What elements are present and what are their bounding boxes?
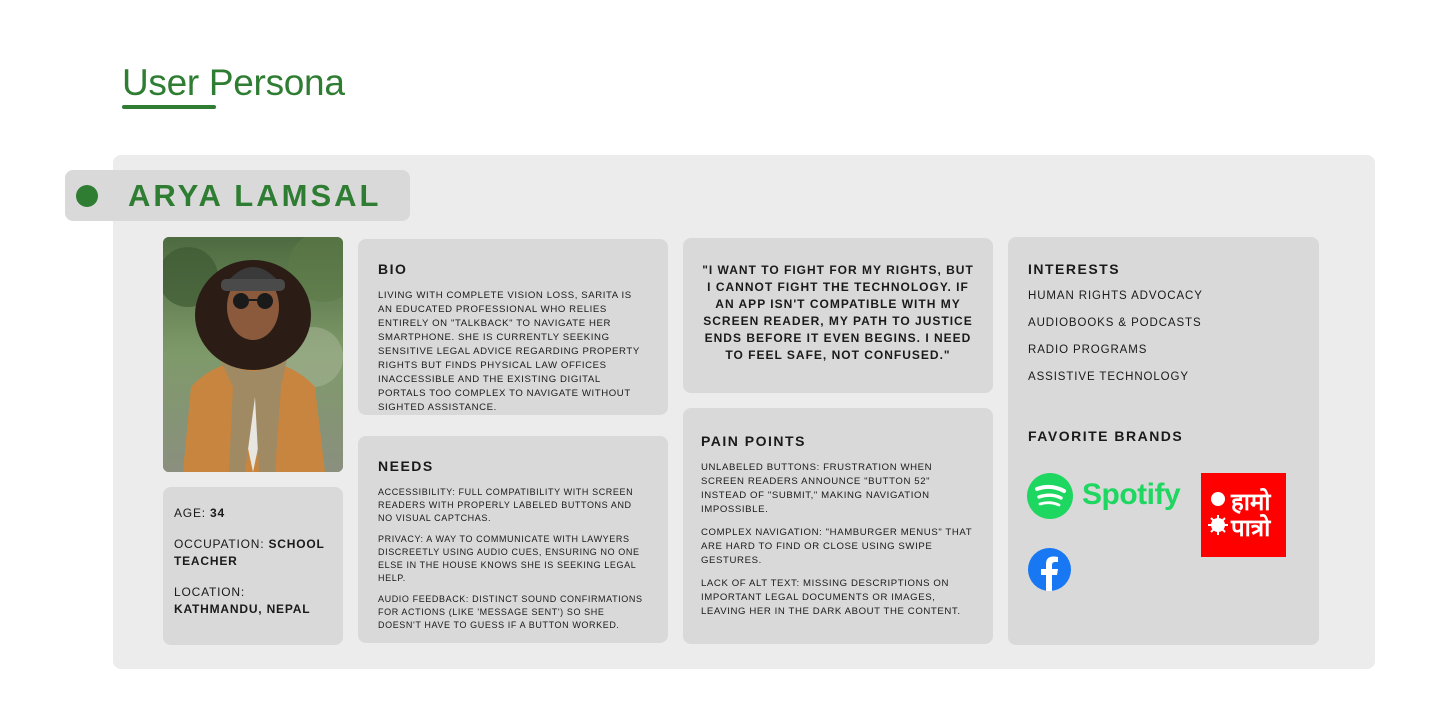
age-value: 34 bbox=[210, 506, 225, 520]
occupation-label: OCCUPATION: bbox=[174, 537, 265, 551]
pain-point-item: LACK OF ALT TEXT: MISSING DESCRIPTIONS ON IMPORTANT LEGAL DOCUMENTS OR IMAGES, LEAVING HER IN THE DARK ABOUT THE CONTENT. bbox=[701, 578, 961, 617]
persona-photo bbox=[163, 237, 343, 472]
location-label: LOCATION: bbox=[174, 585, 245, 599]
pain-point-item: UNLABELED BUTTONS: FRUSTRATION WHEN SCREEN READERS ANNOUNCE "BUTTON 52" INSTEAD OF "SUBMIT," MAKING NAVIGATION IMPOSSIBLE. bbox=[701, 462, 933, 515]
location-line bbox=[174, 584, 332, 618]
bio-card bbox=[358, 239, 668, 415]
bio-heading: BIO bbox=[378, 261, 408, 277]
pain-points-card bbox=[683, 408, 993, 644]
occupation-value: SCHOOL TEACHER bbox=[174, 537, 325, 568]
interest-item: AUDIOBOOKS & PODCASTS bbox=[1028, 317, 1202, 329]
persona-details-card bbox=[163, 487, 343, 645]
location-value: KATHMANDU, NEPAL bbox=[174, 602, 311, 616]
needs-card bbox=[358, 436, 668, 643]
pain-point-item: COMPLEX NAVIGATION: "HAMBURGER MENUS" THAT ARE HARD TO FIND OR CLOSE USING SWIPE GESTURES. bbox=[701, 527, 972, 566]
spotify-wordmark: Spotify bbox=[1082, 478, 1181, 511]
needs-item: AUDIO FEEDBACK: DISTINCT SOUND CONFIRMATIONS FOR ACTIONS (LIKE 'MESSAGE SENT') SO SHE DOESN'T HAVE TO GUESS IF A BUTTON WORKED. bbox=[378, 594, 643, 630]
hamro-patro-logo-icon bbox=[1201, 473, 1286, 557]
needs-heading: NEEDS bbox=[378, 458, 434, 474]
brands-heading: FAVORITE BRANDS bbox=[1028, 428, 1184, 444]
needs-item: PRIVACY: A WAY TO COMMUNICATE WITH LAWYERS DISCREETLY USING AUDIO CUES, ENSURING NO ONE ELSE IN THE HOUSE KNOWS SHE IS SEEKING LEGAL HELP. bbox=[378, 534, 640, 583]
title-underline bbox=[122, 105, 216, 109]
persona-name: ARYA LAMSAL bbox=[128, 178, 382, 213]
hamro-line-1: हामो bbox=[1231, 488, 1271, 516]
age-label: AGE: bbox=[174, 506, 206, 520]
page-title: User Persona bbox=[122, 62, 345, 103]
occupation-line bbox=[174, 536, 332, 570]
needs-item: ACCESSIBILITY: FULL COMPATIBILITY WITH SCREEN READERS WITH PROPERLY LABELED BUTTONS AND NO VISUAL CAPTCHAS. bbox=[378, 487, 634, 523]
quote-card bbox=[683, 238, 993, 393]
age-line bbox=[174, 505, 332, 522]
pain-points-heading: PAIN POINTS bbox=[701, 433, 806, 449]
interest-item: RADIO PROGRAMS bbox=[1028, 344, 1148, 356]
quote-text: "I WANT TO FIGHT FOR MY RIGHTS, BUT I CANNOT FIGHT THE TECHNOLOGY. IF AN APP ISN'T COMPATIBLE WITH MY SCREEN READER, MY PATH TO JUSTICE ENDS BEFORE IT EVEN BEGINS. I NEED TO FEEL SAFE, NOT CONFUSED." bbox=[702, 263, 974, 362]
bio-text: LIVING WITH COMPLETE VISION LOSS, SARITA IS AN EDUCATED PROFESSIONAL WHO RELIES ENTIRELY ON "TALKBACK" TO NAVIGATE HER SMARTPHONE. SHE IS CURRENTLY SEEKING SENSITIVE LEGAL ADVICE REGARDING PROPERTY RIGHTS BUT FINDS PHYSICAL LAW OFFICES INACCESSIBLE AND THE EXISTING DIGITAL PORTALS TOO COMPLEX TO NAVIGATE WITHOUT SIGHTED ASSISTANCE. bbox=[378, 290, 640, 413]
hamro-line-2: पात्रो bbox=[1231, 514, 1271, 542]
interests-heading: INTERESTS bbox=[1028, 261, 1121, 277]
interest-item: HUMAN RIGHTS ADVOCACY bbox=[1028, 290, 1203, 302]
interest-item: ASSISTIVE TECHNOLOGY bbox=[1028, 371, 1189, 383]
name-dot-icon bbox=[76, 185, 98, 207]
facebook-logo-icon bbox=[1028, 548, 1071, 591]
